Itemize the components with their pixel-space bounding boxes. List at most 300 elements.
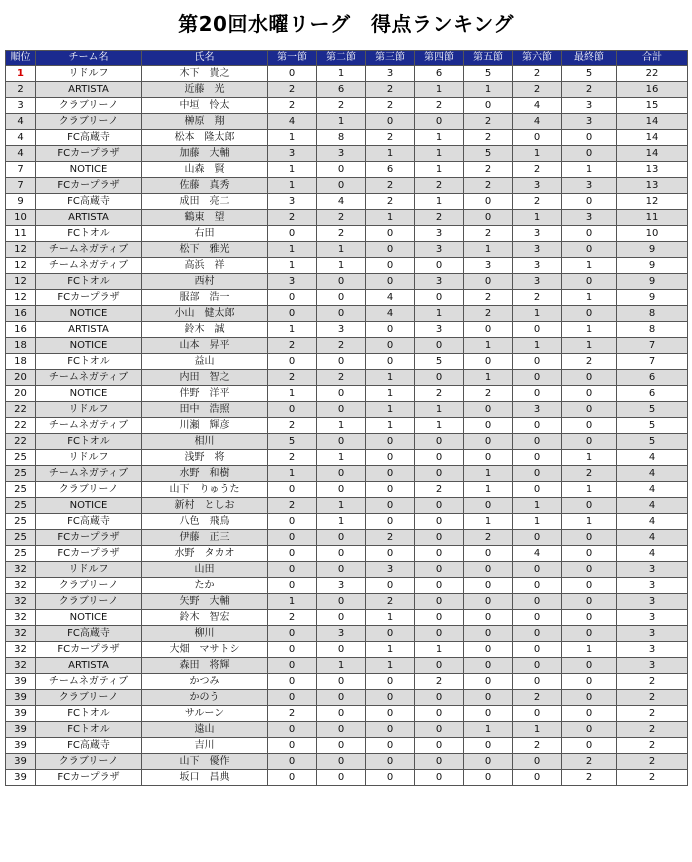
cell-round2: 0 xyxy=(317,178,366,194)
cell-round2: 1 xyxy=(317,242,366,258)
cell-player: 中垣 怜太 xyxy=(142,98,268,114)
cell-player: 伴野 洋平 xyxy=(142,386,268,402)
cell-total: 5 xyxy=(617,434,688,450)
table-row xyxy=(6,370,688,386)
table-row xyxy=(6,754,688,770)
cell-round1: 1 xyxy=(268,322,317,338)
cell-team: FCトオル xyxy=(36,354,142,370)
table-row xyxy=(6,706,688,722)
cell-round3: 0 xyxy=(366,514,415,530)
cell-team: NOTICE xyxy=(36,386,142,402)
cell-round6: 0 xyxy=(513,482,562,498)
cell-round2: 1 xyxy=(317,258,366,274)
cell-rank: 16 xyxy=(6,322,36,338)
cell-total: 13 xyxy=(617,178,688,194)
cell-round6: 4 xyxy=(513,98,562,114)
table-row xyxy=(6,578,688,594)
cell-round2: 0 xyxy=(317,402,366,418)
cell-round6: 1 xyxy=(513,146,562,162)
cell-round4: 2 xyxy=(415,674,464,690)
cell-round5: 2 xyxy=(464,530,513,546)
cell-round4: 1 xyxy=(415,194,464,210)
cell-round5: 0 xyxy=(464,738,513,754)
cell-team: クラブリーノ xyxy=(36,482,142,498)
cell-round1: 2 xyxy=(268,450,317,466)
cell-total: 4 xyxy=(617,546,688,562)
cell-round3: 0 xyxy=(366,738,415,754)
cell-round1: 2 xyxy=(268,706,317,722)
cell-total: 4 xyxy=(617,450,688,466)
cell-final-round: 2 xyxy=(562,770,617,786)
cell-round5: 1 xyxy=(464,722,513,738)
cell-team: NOTICE xyxy=(36,610,142,626)
cell-round6: 0 xyxy=(513,770,562,786)
cell-round5: 3 xyxy=(464,258,513,274)
cell-round6: 2 xyxy=(513,82,562,98)
cell-round5: 1 xyxy=(464,466,513,482)
cell-round3: 0 xyxy=(366,578,415,594)
table-row xyxy=(6,562,688,578)
cell-round2: 8 xyxy=(317,130,366,146)
cell-player: 成田 亮二 xyxy=(142,194,268,210)
cell-rank: 39 xyxy=(6,738,36,754)
cell-rank: 20 xyxy=(6,386,36,402)
cell-final-round: 0 xyxy=(562,226,617,242)
cell-round2: 0 xyxy=(317,754,366,770)
cell-round6: 0 xyxy=(513,754,562,770)
cell-player: 八色 飛鳥 xyxy=(142,514,268,530)
cell-round5: 2 xyxy=(464,178,513,194)
cell-player: 山下 優作 xyxy=(142,754,268,770)
table-row xyxy=(6,98,688,114)
cell-rank: 22 xyxy=(6,418,36,434)
cell-final-round: 0 xyxy=(562,370,617,386)
cell-round3: 1 xyxy=(366,610,415,626)
cell-team: リドルフ xyxy=(36,66,142,82)
cell-team: FCカープラザ xyxy=(36,770,142,786)
cell-round3: 0 xyxy=(366,114,415,130)
cell-round3: 0 xyxy=(366,338,415,354)
cell-round4: 0 xyxy=(415,530,464,546)
cell-rank: 25 xyxy=(6,450,36,466)
cell-round4: 1 xyxy=(415,642,464,658)
cell-round4: 2 xyxy=(415,178,464,194)
cell-round6: 0 xyxy=(513,658,562,674)
cell-round4: 2 xyxy=(415,482,464,498)
cell-round3: 0 xyxy=(366,434,415,450)
cell-rank: 32 xyxy=(6,642,36,658)
cell-round2: 2 xyxy=(317,370,366,386)
cell-round5: 0 xyxy=(464,210,513,226)
cell-round3: 0 xyxy=(366,354,415,370)
cell-rank: 10 xyxy=(6,210,36,226)
cell-rank: 12 xyxy=(6,258,36,274)
cell-total: 4 xyxy=(617,466,688,482)
cell-team: リドルフ xyxy=(36,450,142,466)
cell-round4: 2 xyxy=(415,386,464,402)
cell-round4: 0 xyxy=(415,450,464,466)
cell-round4: 0 xyxy=(415,498,464,514)
cell-round6: 0 xyxy=(513,610,562,626)
cell-player: 西村 xyxy=(142,274,268,290)
cell-round1: 1 xyxy=(268,386,317,402)
cell-rank: 22 xyxy=(6,402,36,418)
cell-round5: 1 xyxy=(464,82,513,98)
cell-round5: 0 xyxy=(464,450,513,466)
cell-rank: 25 xyxy=(6,466,36,482)
column-header-team: チーム名 xyxy=(36,51,142,66)
cell-round4: 3 xyxy=(415,274,464,290)
column-header-round1: 第一節 xyxy=(268,51,317,66)
cell-player: 木下 貴之 xyxy=(142,66,268,82)
cell-round1: 0 xyxy=(268,578,317,594)
cell-rank: 3 xyxy=(6,98,36,114)
cell-round3: 0 xyxy=(366,690,415,706)
cell-round1: 0 xyxy=(268,626,317,642)
cell-round6: 0 xyxy=(513,418,562,434)
cell-round2: 0 xyxy=(317,162,366,178)
cell-round1: 0 xyxy=(268,514,317,530)
cell-round3: 2 xyxy=(366,594,415,610)
cell-round6: 1 xyxy=(513,338,562,354)
cell-round6: 4 xyxy=(513,114,562,130)
cell-final-round: 0 xyxy=(562,146,617,162)
table-header-row xyxy=(6,51,688,66)
table-row xyxy=(6,226,688,242)
cell-total: 2 xyxy=(617,722,688,738)
column-header-round5: 第五節 xyxy=(464,51,513,66)
cell-total: 2 xyxy=(617,754,688,770)
cell-rank: 22 xyxy=(6,434,36,450)
cell-round6: 0 xyxy=(513,450,562,466)
cell-round2: 0 xyxy=(317,530,366,546)
cell-rank: 18 xyxy=(6,354,36,370)
cell-round5: 1 xyxy=(464,514,513,530)
table-row xyxy=(6,738,688,754)
cell-team: チームネガティブ xyxy=(36,370,142,386)
cell-final-round: 0 xyxy=(562,578,617,594)
table-row xyxy=(6,338,688,354)
cell-round6: 3 xyxy=(513,258,562,274)
cell-team: クラブリーノ xyxy=(36,754,142,770)
cell-round5: 2 xyxy=(464,290,513,306)
cell-round1: 0 xyxy=(268,546,317,562)
cell-round1: 0 xyxy=(268,562,317,578)
cell-round2: 6 xyxy=(317,82,366,98)
cell-round6: 2 xyxy=(513,194,562,210)
cell-total: 6 xyxy=(617,370,688,386)
cell-round3: 0 xyxy=(366,482,415,498)
cell-final-round: 0 xyxy=(562,626,617,642)
cell-round1: 0 xyxy=(268,722,317,738)
cell-round6: 4 xyxy=(513,546,562,562)
cell-round3: 1 xyxy=(366,402,415,418)
cell-round2: 0 xyxy=(317,690,366,706)
cell-final-round: 0 xyxy=(562,674,617,690)
cell-round6: 3 xyxy=(513,242,562,258)
cell-team: FCトオル xyxy=(36,434,142,450)
cell-total: 4 xyxy=(617,514,688,530)
column-header-round3: 第三節 xyxy=(366,51,415,66)
cell-final-round: 2 xyxy=(562,82,617,98)
cell-player: 新村 としお xyxy=(142,498,268,514)
cell-round5: 0 xyxy=(464,770,513,786)
table-row xyxy=(6,322,688,338)
cell-round5: 0 xyxy=(464,194,513,210)
cell-round1: 0 xyxy=(268,690,317,706)
cell-final-round: 3 xyxy=(562,114,617,130)
cell-round3: 3 xyxy=(366,562,415,578)
cell-team: クラブリーノ xyxy=(36,594,142,610)
cell-final-round: 0 xyxy=(562,434,617,450)
cell-round4: 0 xyxy=(415,434,464,450)
cell-round5: 2 xyxy=(464,114,513,130)
cell-final-round: 1 xyxy=(562,290,617,306)
table-row xyxy=(6,674,688,690)
cell-player: 右田 xyxy=(142,226,268,242)
cell-round6: 2 xyxy=(513,66,562,82)
cell-round5: 0 xyxy=(464,354,513,370)
cell-rank: 25 xyxy=(6,514,36,530)
cell-round3: 1 xyxy=(366,370,415,386)
cell-round4: 0 xyxy=(415,114,464,130)
cell-round1: 1 xyxy=(268,130,317,146)
cell-round6: 1 xyxy=(513,498,562,514)
cell-final-round: 0 xyxy=(562,130,617,146)
cell-total: 2 xyxy=(617,738,688,754)
cell-round1: 1 xyxy=(268,258,317,274)
cell-round3: 1 xyxy=(366,146,415,162)
page-title: 第20回水曜リーグ 得点ランキング xyxy=(178,11,514,36)
cell-player: 加藤 大輔 xyxy=(142,146,268,162)
cell-player: 大畑 マサトシ xyxy=(142,642,268,658)
cell-round2: 0 xyxy=(317,738,366,754)
cell-round2: 2 xyxy=(317,226,366,242)
cell-round3: 0 xyxy=(366,706,415,722)
cell-total: 7 xyxy=(617,354,688,370)
cell-total: 7 xyxy=(617,338,688,354)
cell-round2: 3 xyxy=(317,578,366,594)
cell-round1: 2 xyxy=(268,418,317,434)
cell-team: FCトオル xyxy=(36,706,142,722)
cell-round6: 0 xyxy=(513,530,562,546)
cell-team: リドルフ xyxy=(36,402,142,418)
cell-round3: 4 xyxy=(366,290,415,306)
cell-round5: 0 xyxy=(464,578,513,594)
cell-round5: 0 xyxy=(464,434,513,450)
cell-rank: 11 xyxy=(6,226,36,242)
table-row xyxy=(6,402,688,418)
cell-round5: 2 xyxy=(464,130,513,146)
cell-rank: 25 xyxy=(6,530,36,546)
cell-round5: 0 xyxy=(464,98,513,114)
cell-round4: 1 xyxy=(415,146,464,162)
cell-round5: 5 xyxy=(464,146,513,162)
cell-round2: 2 xyxy=(317,210,366,226)
cell-player: 水野 タカオ xyxy=(142,546,268,562)
cell-round5: 0 xyxy=(464,642,513,658)
cell-round4: 0 xyxy=(415,290,464,306)
cell-round4: 0 xyxy=(415,258,464,274)
cell-round6: 3 xyxy=(513,226,562,242)
cell-round3: 2 xyxy=(366,82,415,98)
cell-round2: 3 xyxy=(317,322,366,338)
cell-round1: 0 xyxy=(268,482,317,498)
cell-round1: 5 xyxy=(268,434,317,450)
cell-total: 12 xyxy=(617,194,688,210)
cell-round5: 2 xyxy=(464,162,513,178)
cell-round2: 0 xyxy=(317,674,366,690)
cell-round1: 0 xyxy=(268,290,317,306)
table-row xyxy=(6,658,688,674)
cell-rank: 39 xyxy=(6,690,36,706)
cell-round2: 0 xyxy=(317,306,366,322)
cell-total: 10 xyxy=(617,226,688,242)
cell-total: 9 xyxy=(617,258,688,274)
column-header-rank: 順位 xyxy=(6,51,36,66)
cell-final-round: 2 xyxy=(562,466,617,482)
cell-rank: 4 xyxy=(6,130,36,146)
cell-team: NOTICE xyxy=(36,498,142,514)
cell-player: 伊藤 正三 xyxy=(142,530,268,546)
cell-round4: 0 xyxy=(415,690,464,706)
cell-total: 3 xyxy=(617,610,688,626)
table-row xyxy=(6,610,688,626)
cell-player: 松下 雅光 xyxy=(142,242,268,258)
cell-round2: 0 xyxy=(317,546,366,562)
cell-round6: 0 xyxy=(513,130,562,146)
cell-round3: 0 xyxy=(366,226,415,242)
cell-player: 服部 浩一 xyxy=(142,290,268,306)
cell-player: 榊原 翔 xyxy=(142,114,268,130)
table-row xyxy=(6,258,688,274)
cell-total: 14 xyxy=(617,114,688,130)
cell-final-round: 0 xyxy=(562,610,617,626)
table-row xyxy=(6,194,688,210)
cell-total: 14 xyxy=(617,130,688,146)
cell-round6: 0 xyxy=(513,386,562,402)
cell-final-round: 0 xyxy=(562,242,617,258)
cell-final-round: 1 xyxy=(562,514,617,530)
cell-round3: 2 xyxy=(366,194,415,210)
cell-round5: 1 xyxy=(464,370,513,386)
cell-final-round: 1 xyxy=(562,642,617,658)
cell-round2: 0 xyxy=(317,610,366,626)
cell-round2: 1 xyxy=(317,66,366,82)
cell-round2: 0 xyxy=(317,722,366,738)
cell-total: 8 xyxy=(617,306,688,322)
cell-round3: 0 xyxy=(366,242,415,258)
cell-team: クラブリーノ xyxy=(36,114,142,130)
cell-round3: 0 xyxy=(366,770,415,786)
cell-round4: 0 xyxy=(415,754,464,770)
cell-final-round: 3 xyxy=(562,98,617,114)
cell-rank: 16 xyxy=(6,306,36,322)
cell-round4: 3 xyxy=(415,242,464,258)
cell-round4: 3 xyxy=(415,322,464,338)
cell-total: 9 xyxy=(617,290,688,306)
cell-round2: 0 xyxy=(317,706,366,722)
cell-round5: 2 xyxy=(464,226,513,242)
table-row xyxy=(6,162,688,178)
cell-round2: 1 xyxy=(317,498,366,514)
cell-round3: 0 xyxy=(366,322,415,338)
cell-total: 9 xyxy=(617,274,688,290)
cell-round4: 1 xyxy=(415,82,464,98)
cell-round3: 3 xyxy=(366,66,415,82)
cell-rank: 7 xyxy=(6,162,36,178)
cell-team: クラブリーノ xyxy=(36,98,142,114)
table-row xyxy=(6,434,688,450)
table-row xyxy=(6,594,688,610)
cell-team: ARTISTA xyxy=(36,322,142,338)
cell-player: かのう xyxy=(142,690,268,706)
column-header-player: 氏名 xyxy=(142,51,268,66)
cell-team: ARTISTA xyxy=(36,82,142,98)
cell-round2: 4 xyxy=(317,194,366,210)
cell-round6: 2 xyxy=(513,738,562,754)
cell-rank: 32 xyxy=(6,578,36,594)
cell-final-round: 0 xyxy=(562,306,617,322)
cell-round2: 0 xyxy=(317,354,366,370)
cell-rank: 7 xyxy=(6,178,36,194)
table-row xyxy=(6,498,688,514)
cell-final-round: 0 xyxy=(562,706,617,722)
cell-team: FC高蔵寺 xyxy=(36,130,142,146)
cell-rank: 32 xyxy=(6,626,36,642)
cell-round5: 1 xyxy=(464,242,513,258)
cell-round4: 0 xyxy=(415,370,464,386)
cell-player: 山田 xyxy=(142,562,268,578)
cell-round2: 0 xyxy=(317,770,366,786)
cell-final-round: 1 xyxy=(562,322,617,338)
column-header-round2: 第二節 xyxy=(317,51,366,66)
cell-round2: 2 xyxy=(317,338,366,354)
cell-round4: 5 xyxy=(415,354,464,370)
cell-round1: 2 xyxy=(268,610,317,626)
cell-rank: 4 xyxy=(6,146,36,162)
table-row xyxy=(6,274,688,290)
cell-round5: 0 xyxy=(464,626,513,642)
cell-round1: 2 xyxy=(268,370,317,386)
cell-team: ARTISTA xyxy=(36,658,142,674)
cell-round1: 1 xyxy=(268,178,317,194)
table-row xyxy=(6,354,688,370)
cell-round1: 1 xyxy=(268,242,317,258)
cell-round1: 0 xyxy=(268,674,317,690)
cell-round1: 0 xyxy=(268,226,317,242)
cell-total: 13 xyxy=(617,162,688,178)
cell-player: 浅野 将 xyxy=(142,450,268,466)
cell-total: 11 xyxy=(617,210,688,226)
cell-round6: 0 xyxy=(513,562,562,578)
cell-team: FC高蔵寺 xyxy=(36,738,142,754)
cell-rank: 25 xyxy=(6,546,36,562)
cell-round3: 4 xyxy=(366,306,415,322)
cell-total: 22 xyxy=(617,66,688,82)
cell-final-round: 0 xyxy=(562,738,617,754)
cell-round5: 0 xyxy=(464,562,513,578)
cell-rank: 39 xyxy=(6,770,36,786)
table-row xyxy=(6,146,688,162)
cell-player: 山下 りゅうた xyxy=(142,482,268,498)
cell-round1: 3 xyxy=(268,274,317,290)
cell-rank: 1 xyxy=(6,66,36,82)
cell-round1: 0 xyxy=(268,306,317,322)
cell-total: 2 xyxy=(617,674,688,690)
cell-round4: 0 xyxy=(415,738,464,754)
cell-round2: 1 xyxy=(317,114,366,130)
